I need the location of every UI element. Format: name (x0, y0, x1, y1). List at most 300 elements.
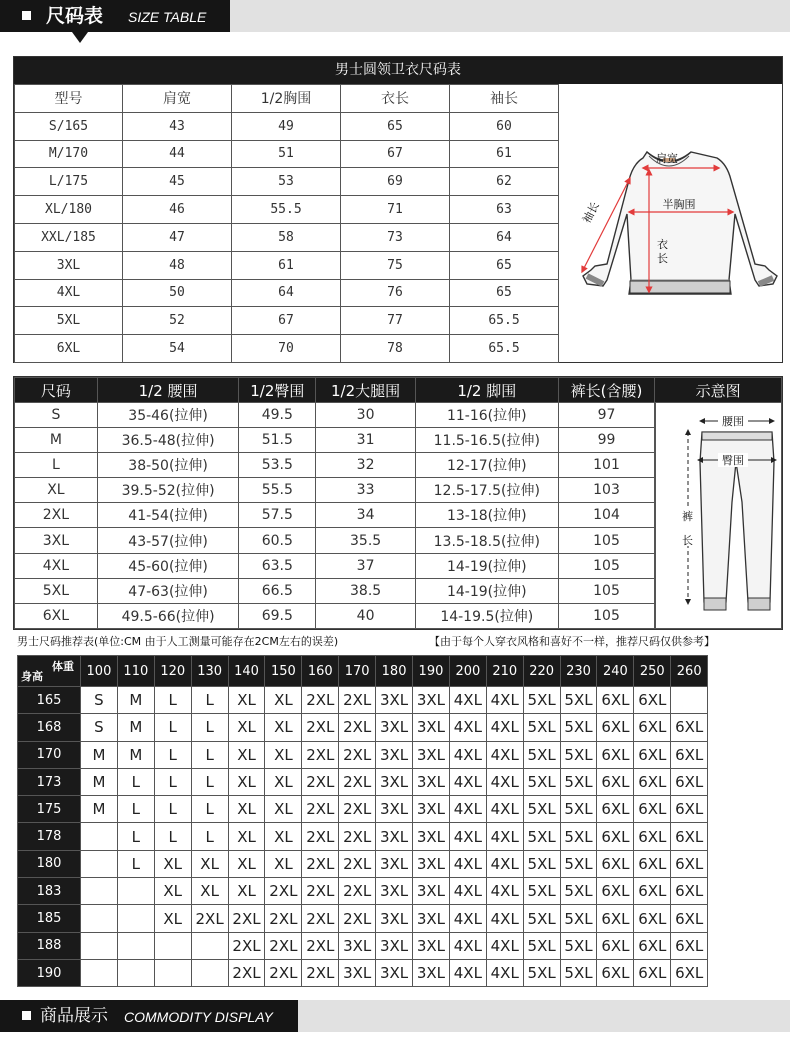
size-cell: 4XL (486, 714, 523, 741)
sleeve-label: 袖长 (580, 199, 602, 226)
size-cell: 5XL (523, 823, 560, 850)
size-cell: XL (228, 741, 265, 768)
table-row (15, 140, 559, 168)
size-cell: 3XL (413, 905, 450, 932)
size-table-header (0, 0, 790, 32)
pants-cell: 57.5 (239, 503, 316, 528)
size-cell: 5XL (523, 687, 560, 714)
size-cell (117, 878, 154, 905)
size-cell: 4XL (486, 959, 523, 986)
size-cell: 3XL (376, 932, 413, 959)
size-cell: L (154, 768, 191, 795)
table-row (15, 168, 559, 196)
size-cell: 6XL (634, 905, 671, 932)
pants-header-cell: 1/2 腰围 (97, 378, 239, 403)
tops-header-cell: 1/2胸围 (232, 85, 341, 113)
size-cell: 6XL (671, 959, 708, 986)
size-cell: 3XL (376, 687, 413, 714)
tops-cell: 67 (341, 140, 450, 168)
size-cell: 3XL (376, 741, 413, 768)
size-cell: L (117, 796, 154, 823)
size-cell: 6XL (634, 932, 671, 959)
size-cell: 6XL (634, 850, 671, 877)
tops-cell: 62 (450, 168, 559, 196)
size-cell: 4XL (486, 878, 523, 905)
size-cell: L (154, 687, 191, 714)
size-cell (191, 932, 228, 959)
size-cell: 2XL (228, 959, 265, 986)
corner-cell (18, 656, 81, 687)
size-cell: 4XL (449, 932, 486, 959)
pants-cell: 14-19.5(拉伸) (415, 603, 558, 628)
size-cell: 2XL (339, 823, 376, 850)
tops-cell: 45 (123, 168, 232, 196)
size-cell: 5XL (560, 687, 597, 714)
height-cell: 168 (18, 714, 81, 741)
size-cell: 5XL (523, 959, 560, 986)
weight-header-cell: 140 (228, 656, 265, 687)
size-cell: 6XL (671, 878, 708, 905)
tops-cell: 44 (123, 140, 232, 168)
size-cell: 3XL (376, 768, 413, 795)
size-cell: XL (228, 796, 265, 823)
pants-cell: 13-18(拉伸) (415, 503, 558, 528)
size-cell: M (81, 796, 118, 823)
note-right: 【由于每个人穿衣风格和喜好不一样，推荐尺码仅供参考】 (429, 635, 715, 648)
weight-header-cell: 230 (560, 656, 597, 687)
tops-cell: 49 (232, 112, 341, 140)
section-title-zh: 商品展示 (40, 1006, 108, 1026)
tops-header-cell: 肩宽 (123, 85, 232, 113)
size-cell: 5XL (560, 741, 597, 768)
size-cell: 4XL (486, 768, 523, 795)
square-bullet-icon (22, 11, 31, 20)
size-cell: 2XL (302, 741, 339, 768)
size-cell: 3XL (413, 878, 450, 905)
pants-cell: 3XL (15, 528, 98, 553)
weight-header-cell: 240 (597, 656, 634, 687)
weight-header-cell: 220 (523, 656, 560, 687)
size-cell: 5XL (560, 714, 597, 741)
tops-cell: 67 (232, 307, 341, 335)
table-row (18, 768, 708, 795)
size-cell (81, 959, 118, 986)
weight-header-cell: 190 (413, 656, 450, 687)
table-row (18, 687, 708, 714)
size-cell: 2XL (339, 768, 376, 795)
size-cell: 6XL (634, 823, 671, 850)
size-cell: 3XL (413, 714, 450, 741)
size-cell: 2XL (302, 714, 339, 741)
header-pointer-icon (72, 32, 88, 43)
size-cell: 3XL (339, 959, 376, 986)
size-cell: S (81, 714, 118, 741)
tops-cell: 51 (232, 140, 341, 168)
size-cell: 2XL (265, 878, 302, 905)
tops-table-grid (14, 84, 559, 363)
size-cell (154, 959, 191, 986)
tops-cell: 54 (123, 335, 232, 363)
size-cell: 5XL (523, 850, 560, 877)
size-cell: 5XL (560, 905, 597, 932)
size-cell: 6XL (597, 932, 634, 959)
size-cell: 3XL (413, 768, 450, 795)
tops-cell: 46 (123, 196, 232, 224)
size-cell: 5XL (523, 741, 560, 768)
height-cell: 178 (18, 823, 81, 850)
section-title-en: COMMODITY DISPLAY (124, 1009, 273, 1025)
weight-header-cell: 210 (486, 656, 523, 687)
size-cell: 3XL (339, 932, 376, 959)
size-cell: M (117, 714, 154, 741)
size-cell: 3XL (376, 850, 413, 877)
tops-table-title: 男士圆领卫衣尺码表 (14, 57, 782, 84)
weight-header-cell: 170 (339, 656, 376, 687)
tops-cell: 52 (123, 307, 232, 335)
size-cell: 4XL (449, 823, 486, 850)
size-cell: L (117, 850, 154, 877)
tops-size-table (13, 56, 783, 363)
size-cell: 3XL (413, 687, 450, 714)
tops-cell: 6XL (15, 335, 123, 363)
size-cell: 3XL (413, 823, 450, 850)
table-row (18, 741, 708, 768)
tops-cell: 75 (341, 251, 450, 279)
tops-cell: 43 (123, 112, 232, 140)
size-cell: L (191, 823, 228, 850)
pants-cell: 14-19(拉伸) (415, 553, 558, 578)
size-cell: XL (228, 768, 265, 795)
size-cell: 2XL (302, 850, 339, 877)
size-cell: XL (228, 714, 265, 741)
pants-cell: 45-60(拉伸) (97, 553, 239, 578)
size-cell: 4XL (449, 714, 486, 741)
tops-cell: 3XL (15, 251, 123, 279)
pants-cell: S (15, 403, 98, 428)
size-cell: 3XL (413, 850, 450, 877)
size-cell: 3XL (413, 741, 450, 768)
height-cell: 183 (18, 878, 81, 905)
tops-cell: 60 (450, 112, 559, 140)
table-row (15, 251, 559, 279)
weight-header-cell: 250 (634, 656, 671, 687)
height-cell: 188 (18, 932, 81, 959)
tops-cell: 4XL (15, 279, 123, 307)
size-cell: 6XL (671, 850, 708, 877)
tops-cell: 65 (450, 251, 559, 279)
weight-header-cell: 160 (302, 656, 339, 687)
size-cell: S (81, 687, 118, 714)
sweatshirt-diagram (558, 84, 782, 362)
pants-cell: 53.5 (239, 453, 316, 478)
hip-label: 臀围 (722, 454, 744, 467)
pants-cell: 43-57(拉伸) (97, 528, 239, 553)
table-row (18, 714, 708, 741)
pants-cell: 105 (558, 603, 655, 628)
size-cell: 5XL (560, 878, 597, 905)
pants-cell: 12.5-17.5(拉伸) (415, 478, 558, 503)
tops-cell: 61 (232, 251, 341, 279)
size-cell: XL (265, 768, 302, 795)
pants-cell: 38-50(拉伸) (97, 453, 239, 478)
weight-header-cell: 110 (117, 656, 154, 687)
size-cell: 4XL (486, 823, 523, 850)
table-row (18, 905, 708, 932)
size-cell (81, 823, 118, 850)
sweatshirt-illustration (559, 84, 783, 362)
pants-cell: 36.5-48(拉伸) (97, 428, 239, 453)
height-cell: 180 (18, 850, 81, 877)
height-axis-label: 身高 (21, 670, 43, 683)
pants-cell: 105 (558, 578, 655, 603)
size-cell (154, 932, 191, 959)
pants-header-cell: 示意图 (655, 378, 782, 403)
pants-cell: 2XL (15, 503, 98, 528)
pants-cell: 49.5-66(拉伸) (97, 603, 239, 628)
pants-illustration (656, 402, 783, 629)
size-cell: 4XL (449, 796, 486, 823)
pants-cell: 104 (558, 503, 655, 528)
tops-header-cell: 型号 (15, 85, 123, 113)
pants-cell: 35-46(拉伸) (97, 403, 239, 428)
tops-cell: 73 (341, 223, 450, 251)
size-cell: 4XL (449, 850, 486, 877)
tops-cell: 77 (341, 307, 450, 335)
section-title-zh: 尺码表 (46, 5, 104, 27)
size-cell (81, 905, 118, 932)
size-cell: 4XL (449, 768, 486, 795)
pants-cell: 13.5-18.5(拉伸) (415, 528, 558, 553)
weight-header-cell: 100 (81, 656, 118, 687)
length-label-2: 长 (657, 252, 668, 265)
size-cell: XL (191, 878, 228, 905)
size-cell: L (191, 796, 228, 823)
size-cell (117, 905, 154, 932)
size-cell: 5XL (560, 823, 597, 850)
pants-cell: 31 (316, 428, 416, 453)
tops-cell: 76 (341, 279, 450, 307)
size-cell: 2XL (339, 878, 376, 905)
size-cell: 3XL (413, 796, 450, 823)
pants-length-label-2: 长 (682, 534, 693, 547)
tops-cell: 65 (341, 112, 450, 140)
tops-header-cell: 衣长 (341, 85, 450, 113)
size-cell: 2XL (339, 714, 376, 741)
table-row (15, 279, 559, 307)
size-cell: 6XL (597, 687, 634, 714)
pants-cell: 63.5 (239, 553, 316, 578)
size-cell: L (117, 768, 154, 795)
size-cell: 6XL (671, 768, 708, 795)
size-cell: L (191, 687, 228, 714)
pants-header-cell: 1/2大腿围 (316, 378, 416, 403)
tops-cell: M/170 (15, 140, 123, 168)
size-cell: XL (228, 850, 265, 877)
pants-diagram (655, 402, 782, 629)
size-cell (671, 687, 708, 714)
size-cell: 6XL (634, 687, 671, 714)
pants-length-label-1: 裤 (682, 510, 693, 523)
size-cell: M (81, 768, 118, 795)
size-cell: 6XL (597, 796, 634, 823)
pants-header-cell: 1/2 脚围 (415, 378, 558, 403)
size-cell: 6XL (597, 714, 634, 741)
size-cell: XL (154, 878, 191, 905)
size-cell: 2XL (339, 687, 376, 714)
size-cell: 6XL (671, 741, 708, 768)
size-cell (81, 878, 118, 905)
pants-cell: 5XL (15, 578, 98, 603)
size-cell: 5XL (560, 768, 597, 795)
size-cell: 3XL (376, 823, 413, 850)
height-cell: 175 (18, 796, 81, 823)
pants-cell: XL (15, 478, 98, 503)
commodity-display-header (0, 1000, 790, 1032)
pants-cell: 97 (558, 403, 655, 428)
pants-header-cell: 1/2臀围 (239, 378, 316, 403)
chest-label: 半胸围 (662, 198, 696, 211)
size-cell: 2XL (265, 905, 302, 932)
size-cell: L (191, 714, 228, 741)
size-cell: 6XL (597, 878, 634, 905)
size-cell: 2XL (302, 768, 339, 795)
size-cell: L (154, 823, 191, 850)
size-cell: 5XL (523, 932, 560, 959)
size-cell: 4XL (449, 959, 486, 986)
pants-cell: 47-63(拉伸) (97, 578, 239, 603)
size-cell: 5XL (523, 905, 560, 932)
size-cell (117, 959, 154, 986)
size-cell: 2XL (302, 796, 339, 823)
size-cell: XL (265, 796, 302, 823)
tops-cell: S/165 (15, 112, 123, 140)
size-cell: 6XL (671, 796, 708, 823)
size-cell: 4XL (486, 687, 523, 714)
table-row (18, 796, 708, 823)
tops-cell: 65.5 (450, 335, 559, 363)
note-left: 男士尺码推荐表(单位:CM 由于人工测量可能存在2CM左右的误差) (17, 635, 339, 648)
weight-header-cell: 130 (191, 656, 228, 687)
weight-header-cell: 150 (265, 656, 302, 687)
size-cell: 6XL (671, 714, 708, 741)
size-cell: 2XL (228, 905, 265, 932)
size-cell: 5XL (560, 850, 597, 877)
size-cell: 6XL (597, 905, 634, 932)
size-cell: 2XL (265, 932, 302, 959)
pants-header-cell: 裤长(含腰) (558, 378, 655, 403)
tops-cell: 50 (123, 279, 232, 307)
size-cell: 2XL (339, 796, 376, 823)
size-cell: 2XL (339, 905, 376, 932)
pants-cell: L (15, 453, 98, 478)
table-row (15, 223, 559, 251)
size-cell: L (154, 741, 191, 768)
size-cell: 6XL (671, 905, 708, 932)
pants-cell: 101 (558, 453, 655, 478)
pants-size-table (13, 376, 783, 630)
size-cell: 2XL (302, 905, 339, 932)
pants-header-cell: 尺码 (15, 378, 98, 403)
pants-cell: 69.5 (239, 603, 316, 628)
pants-cell: 60.5 (239, 528, 316, 553)
pants-cell: 33 (316, 478, 416, 503)
tops-cell: 69 (341, 168, 450, 196)
size-cell: 6XL (597, 823, 634, 850)
tops-cell: XXL/185 (15, 223, 123, 251)
size-cell: 2XL (339, 741, 376, 768)
size-cell: XL (191, 850, 228, 877)
pants-cell: 11.5-16.5(拉伸) (415, 428, 558, 453)
pants-cell: 99 (558, 428, 655, 453)
size-cell: XL (228, 878, 265, 905)
size-cell: M (117, 687, 154, 714)
size-cell: 3XL (376, 714, 413, 741)
size-cell: XL (265, 741, 302, 768)
size-cell: L (117, 823, 154, 850)
waist-label: 腰围 (722, 415, 744, 428)
size-cell: 4XL (486, 850, 523, 877)
pants-cell: 35.5 (316, 528, 416, 553)
size-cell: 2XL (302, 687, 339, 714)
tops-cell: 61 (450, 140, 559, 168)
size-cell: XL (265, 714, 302, 741)
pants-cell: 34 (316, 503, 416, 528)
size-cell: XL (154, 850, 191, 877)
pants-cell: 41-54(拉伸) (97, 503, 239, 528)
pants-cell: 6XL (15, 603, 98, 628)
size-cell: 3XL (413, 959, 450, 986)
size-cell: 2XL (339, 850, 376, 877)
size-cell: 2XL (265, 959, 302, 986)
size-cell: 6XL (634, 878, 671, 905)
height-cell: 185 (18, 905, 81, 932)
size-cell: 4XL (486, 796, 523, 823)
size-cell: 4XL (486, 905, 523, 932)
tops-cell: 64 (232, 279, 341, 307)
size-cell (81, 850, 118, 877)
size-cell (81, 932, 118, 959)
weight-header-cell: 180 (376, 656, 413, 687)
pants-cell: 105 (558, 553, 655, 578)
pants-cell: 103 (558, 478, 655, 503)
size-cell: 3XL (376, 959, 413, 986)
pants-cell: 32 (316, 453, 416, 478)
size-cell: 2XL (302, 823, 339, 850)
tops-cell: 47 (123, 223, 232, 251)
table-row (18, 878, 708, 905)
pants-cell: 38.5 (316, 578, 416, 603)
table-row (18, 823, 708, 850)
shoulder-label: 肩宽 (656, 152, 678, 165)
tops-cell: 48 (123, 251, 232, 279)
size-cell: 4XL (449, 741, 486, 768)
size-cell: XL (265, 823, 302, 850)
size-cell: 6XL (597, 768, 634, 795)
pants-cell: 40 (316, 603, 416, 628)
pants-cell: 4XL (15, 553, 98, 578)
table-row (18, 850, 708, 877)
pants-cell: 105 (558, 528, 655, 553)
size-cell: 2XL (228, 932, 265, 959)
size-cell: XL (265, 850, 302, 877)
size-cell: 5XL (523, 768, 560, 795)
size-cell: L (191, 768, 228, 795)
size-cell: 6XL (634, 714, 671, 741)
height-cell: 165 (18, 687, 81, 714)
tops-cell: 63 (450, 196, 559, 224)
tops-cell: XL/180 (15, 196, 123, 224)
weight-header-cell: 200 (449, 656, 486, 687)
